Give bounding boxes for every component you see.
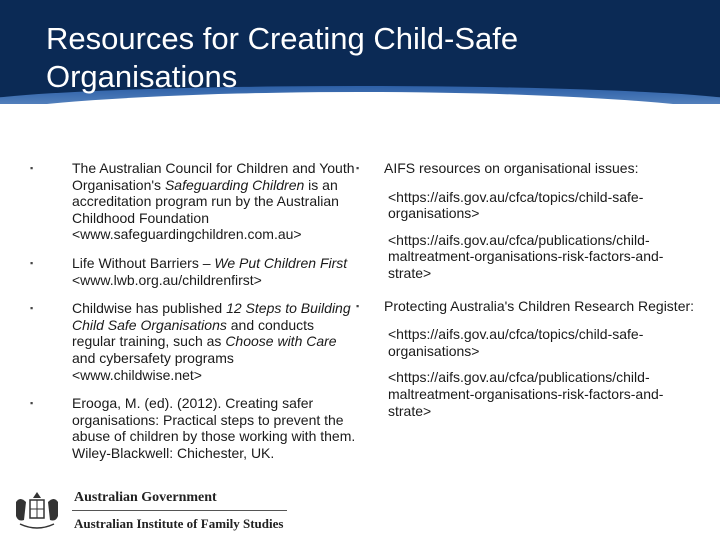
left-item-text: Erooga, M. (ed). (2012). Creating safer organisations: Practical steps to prevent the abuse of children by those working with them. Wiley-Blackwell: Chichester, UK. [72,395,356,461]
bullet-icon: ▪ [356,163,360,173]
coat-of-arms-icon [10,488,64,534]
bullet-icon: ▪ [30,163,34,173]
resource-link[interactable]: <https://aifs.gov.au/cfca/publications/child-maltreatment-organisations-risk-factors-and-strate> [388,231,664,281]
right-item-1 [356,298,702,315]
resource-link[interactable]: <https://aifs.gov.au/cfca/publications/child-maltreatment-organisations-risk-factors-and-strate> [388,369,664,419]
bullet-icon: ▪ [30,303,34,314]
institute-label: Australian Institute of Family Studies [74,516,284,531]
right-column [356,160,702,429]
left-item-2 [30,300,360,383]
right-item-heading: Protecting Australia's Children Research Register: [384,297,695,314]
left-item-text: Childwise has published 12 Steps to Building Child Safe Organisations and conducts regular training, such as Choose with Care and cybersafety programs <www.childwise.net> [72,300,351,383]
slide-title: Resources for Creating Child-Safe Organisations [46,21,519,94]
left-item-1 [30,255,360,288]
resource-link[interactable]: <https://aifs.gov.au/cfca/topics/child-safe-organisations> [388,326,644,359]
right-item-0 [356,160,702,177]
left-item-3 [30,395,360,461]
footer-logo [10,488,310,536]
bullet-icon: ▪ [30,398,34,409]
resource-link[interactable]: <https://aifs.gov.au/cfca/topics/child-safe-organisations> [388,188,644,222]
left-item-text: Life Without Barriers – We Put Children First <www.lwb.org.au/childrenfirst> [72,254,348,288]
left-column [30,160,360,474]
bullet-icon: ▪ [30,257,34,268]
left-item-text: The Australian Council for Children and Youth Organisation's Safeguarding Children is an accreditation program run by the Australian Childhood Foundation <www.safeguardingchildren.com.au> [72,160,355,243]
government-label: Australian Government [74,490,217,505]
right-item-heading: AIFS resources on organisational issues: [384,160,639,176]
slide-header [0,0,720,104]
footer-divider [72,510,287,511]
bullet-icon: ▪ [356,300,360,311]
left-item-0 [30,160,360,243]
